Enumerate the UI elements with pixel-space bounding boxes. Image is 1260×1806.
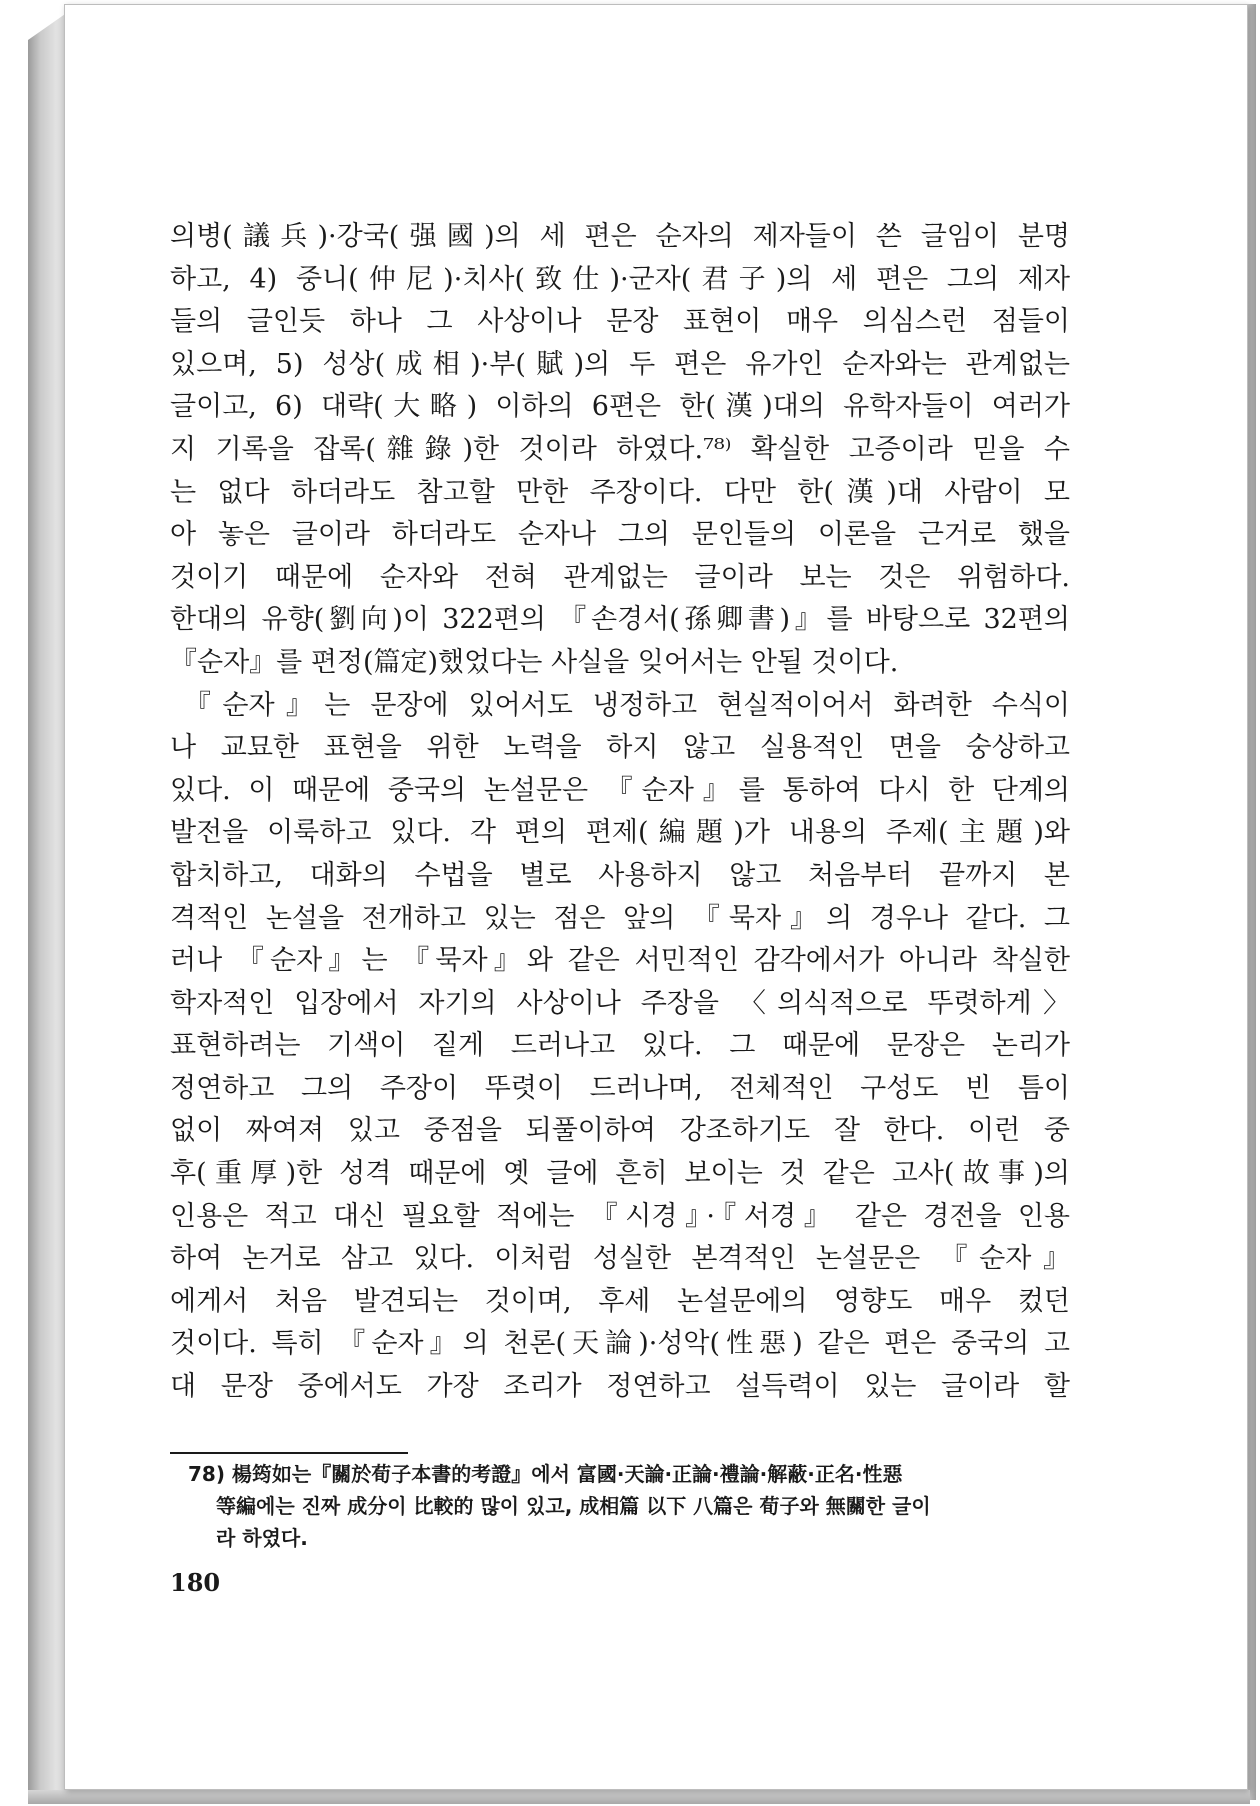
text-line: 『순자』를 편정(篇定)했었다는 사실을 잊어서는 안될 것이다. — [170, 646, 899, 678]
text-line: 인용은 적고 대신 필요할 적에는 『시경』·『서경』 같은 경전을 인용 — [170, 1200, 1070, 1232]
text-line: 지 기록을 잡록(雜錄)한 것이라 하였다.⁷⁸⁾ 확실한 고증이라 믿을 수 — [170, 433, 1070, 465]
book-spine-edge — [28, 12, 68, 1802]
text-line: 나 교묘한 표현을 위한 노력을 하지 않고 실용적인 면을 숭상하고 — [170, 732, 1070, 764]
text-line: 있으며, 5) 성상(成相)·부(賦)의 두 편은 유가인 순자와는 관계없는 — [170, 348, 1070, 380]
text-line: 정연하고 그의 주장이 뚜렷이 드러나며, 전체적인 구성도 빈 틈이 — [170, 1072, 1070, 1104]
text-line: 아 놓은 글이라 하더라도 순자나 그의 문인들의 이론을 근거로 했을 — [170, 519, 1070, 551]
text-line: 하여 논거로 삼고 있다. 이처럼 성실한 본격적인 논설문은 『순자』 — [170, 1243, 1070, 1275]
footnote-line: 78) 楊筠如는『關於荀子本書的考證』에서 富國·天論·正論·禮論·解蔽·正名·性惡 — [188, 1462, 903, 1486]
text-line: 학자적인 입장에서 자기의 사상이나 주장을 〈의식적으로 뚜렷하게〉 — [170, 987, 1070, 1019]
text-line: 것이기 때문에 순자와 전혀 관계없는 글이라 보는 것은 위험하다. — [170, 561, 1070, 593]
text-line: 표현하려는 기색이 짙게 드러나고 있다. 그 때문에 문장은 논리가 — [170, 1030, 1070, 1062]
book-bottom-edge — [28, 1790, 1250, 1804]
text-line: 하고, 4) 중니(仲尼)·치사(致仕)·군자(君子)의 세 편은 그의 제자 — [170, 263, 1070, 295]
text-line: 없이 짜여져 있고 중점을 되풀이하여 강조하기도 잘 한다. 이런 중 — [170, 1115, 1070, 1147]
text-line: 있다. 이 때문에 중국의 논설문은 『순자』를 통하여 다시 한 단계의 — [170, 774, 1070, 806]
text-line: 의병(議兵)·강국(强國)의 세 편은 순자의 제자들이 쓴 글임이 분명 — [170, 221, 1070, 252]
text-line: 합치하고, 대화의 수법을 별로 사용하지 않고 처음부터 끝까지 본 — [170, 859, 1070, 891]
text-line: 들의 글인듯 하나 그 사상이나 문장 표현이 매우 의심스런 점들이 — [170, 306, 1070, 338]
text-line: 러나 『순자』는 『묵자』와 같은 서민적인 감각에서가 아니라 착실한 — [170, 945, 1070, 977]
text-line: 글이고, 6) 대략(大略) 이하의 6편은 한(漢)대의 유학자들이 여러가 — [170, 391, 1070, 423]
text-line: 발전을 이룩하고 있다. 각 편의 편제(編題)가 내용의 주제(主題)와 — [170, 817, 1070, 849]
footnote-line: 라 하였다. — [216, 1526, 308, 1550]
text-line: 『순자』는 문장에 있어서도 냉정하고 현실적이어서 화려한 수식이 — [184, 689, 1070, 721]
text-line: 에게서 처음 발견되는 것이며, 후세 논설문에의 영향도 매우 컸던 — [170, 1285, 1070, 1317]
text-line: 대 문장 중에서도 가장 조리가 정연하고 설득력이 있는 글이라 할 — [170, 1371, 1070, 1403]
footnote-line: 等編에는 진짜 成分이 比較的 많이 있고, 成相篇 以下 八篇은 荀子와 無關한 글이 — [216, 1494, 931, 1518]
page-number: 180 — [170, 1568, 221, 1597]
footnote — [188, 1458, 1072, 1554]
footnote-rule — [170, 1452, 408, 1454]
body-text — [170, 216, 1070, 1409]
text-line: 는 없다 하더라도 참고할 만한 주장이다. 다만 한(漢)대 사람이 모 — [170, 476, 1070, 508]
text-line: 한대의 유향(劉向)이 322편의 『손경서(孫卿書)』를 바탕으로 32편의 — [170, 604, 1070, 636]
text-line: 것이다. 특히 『순자』의 천론(天論)·성악(性惡) 같은 편은 중국의 고 — [170, 1328, 1070, 1360]
text-line: 후(重厚)한 성격 때문에 옛 글에 흔히 보이는 것 같은 고사(故事)의 — [170, 1158, 1070, 1190]
text-line: 격적인 논설을 전개하고 있는 점은 앞의 『묵자』의 경우나 같다. 그 — [170, 902, 1070, 934]
